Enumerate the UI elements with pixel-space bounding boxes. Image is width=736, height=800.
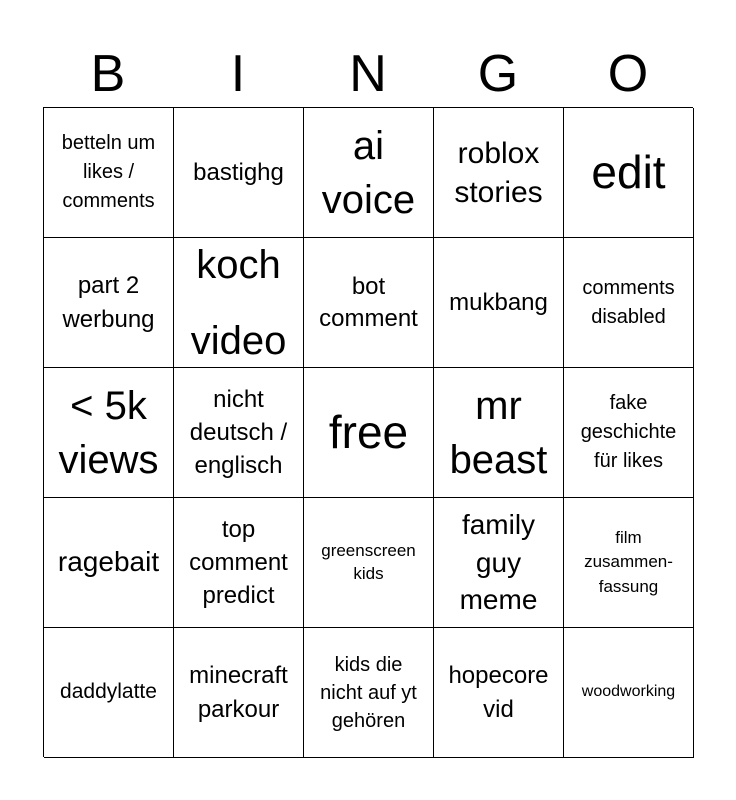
bingo-cell[interactable] xyxy=(434,238,564,368)
bingo-cell[interactable] xyxy=(44,368,174,498)
header-letter-n: N xyxy=(349,45,387,103)
bingo-cell[interactable] xyxy=(434,628,564,758)
cell-label: roblox stories xyxy=(454,136,543,209)
cell-label: mr beast xyxy=(449,383,548,482)
cell-label: koch video xyxy=(190,242,287,363)
cell-label: film zusammen-fassung xyxy=(584,527,673,596)
header-letter-b: B xyxy=(90,45,126,103)
bingo-cell[interactable] xyxy=(564,108,694,238)
bingo-cell[interactable] xyxy=(174,108,304,238)
bingo-cell[interactable] xyxy=(564,498,694,628)
bingo-cell[interactable] xyxy=(174,238,304,368)
cell-label: minecraft parkour xyxy=(189,662,288,723)
bingo-cell[interactable] xyxy=(304,498,434,628)
cell-label: bot comment xyxy=(319,273,418,332)
cell-label: ragebait xyxy=(57,546,160,578)
bingo-cell[interactable] xyxy=(564,628,694,758)
cell-label: comments disabled xyxy=(582,276,675,328)
bingo-cell[interactable] xyxy=(564,368,694,498)
bingo-cell[interactable] xyxy=(434,108,564,238)
header-letter-g: G xyxy=(477,45,519,103)
bingo-cell[interactable] xyxy=(174,498,304,628)
cell-label: family guy meme xyxy=(459,508,538,616)
free-space-label: free xyxy=(328,405,409,458)
cell-label: fake geschichte für likes xyxy=(580,392,677,472)
cell-label: greenscreen kids xyxy=(321,541,416,583)
header-letter-i: I xyxy=(230,45,246,103)
bingo-cell[interactable] xyxy=(304,628,434,758)
cell-label: betteln um likes / comments xyxy=(61,132,156,212)
bingo-cell[interactable] xyxy=(44,238,174,368)
cell-label: top comment predict xyxy=(189,515,288,610)
bingo-cell[interactable] xyxy=(434,498,564,628)
cell-label: nicht deutsch / englisch xyxy=(189,385,288,480)
bingo-cell[interactable] xyxy=(304,108,434,238)
cell-label: mukbang xyxy=(449,288,548,316)
bingo-card-grid xyxy=(43,107,693,757)
bingo-cell[interactable] xyxy=(434,368,564,498)
cell-label: < 5k views xyxy=(58,383,159,482)
bingo-cell[interactable] xyxy=(44,498,174,628)
bingo-header xyxy=(43,44,693,104)
bingo-cell[interactable] xyxy=(44,628,174,758)
bingo-cell free-space[interactable] xyxy=(304,368,434,498)
bingo-cell[interactable] xyxy=(304,238,434,368)
bingo-cell[interactable] xyxy=(174,368,304,498)
bingo-cell[interactable] xyxy=(564,238,694,368)
cell-label: ai voice xyxy=(321,123,416,222)
header-letter-o: O xyxy=(607,45,649,103)
cell-label: bastighg xyxy=(193,158,284,186)
cell-label: kids die nicht auf yt gehören xyxy=(320,653,417,732)
cell-label: daddylatte xyxy=(60,680,157,704)
cell-label: edit xyxy=(591,145,666,198)
cell-label: part 2 werbung xyxy=(62,272,155,333)
bingo-cell[interactable] xyxy=(44,108,174,238)
bingo-cell[interactable] xyxy=(174,628,304,758)
cell-label: hopecore vid xyxy=(448,662,549,723)
cell-label: woodworking xyxy=(581,683,676,701)
